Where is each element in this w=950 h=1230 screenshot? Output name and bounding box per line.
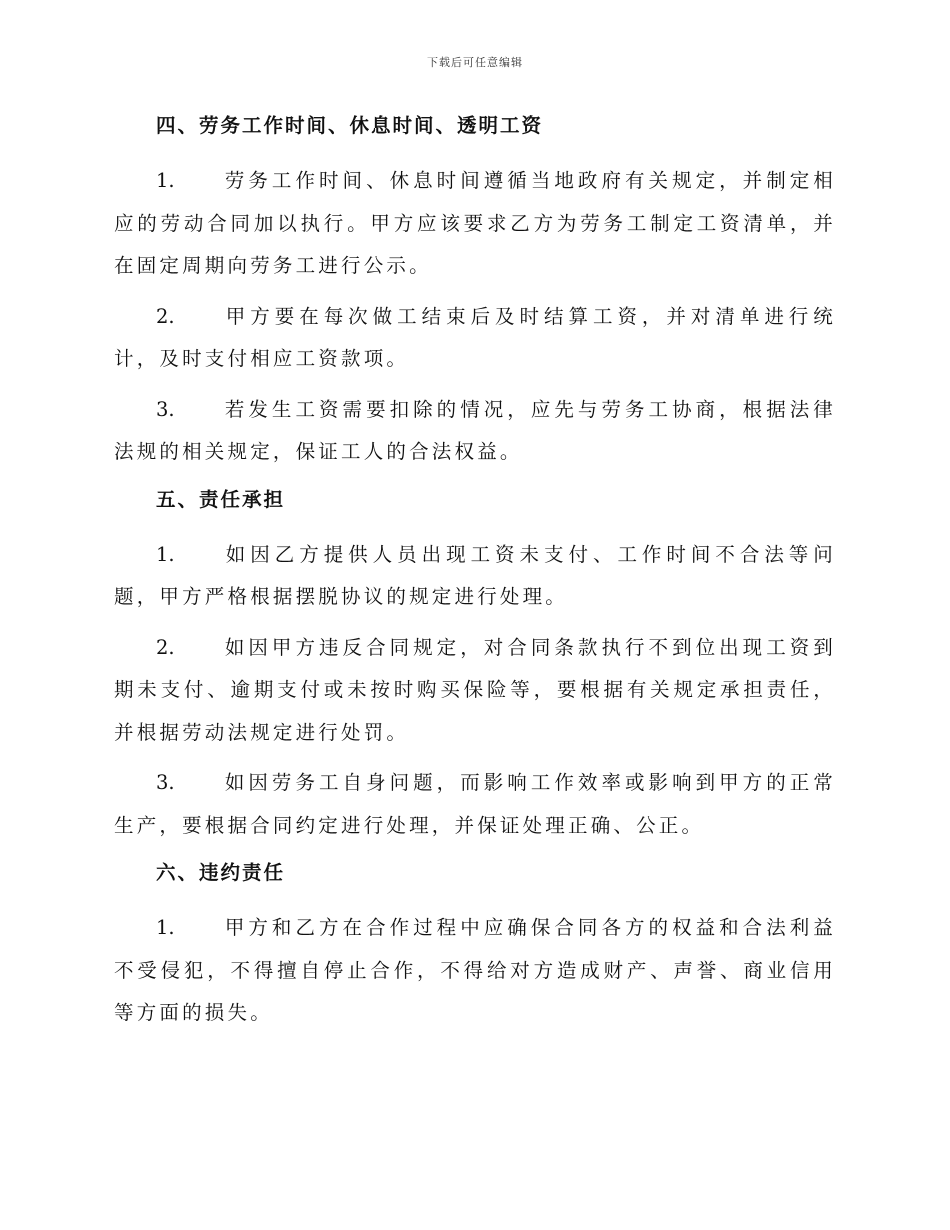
document-body	[114, 108, 836, 1043]
clause-text: 如因劳务工自身问题，而影响工作效率或影响到甲方的正常生产，要根据合同约定进行处理，并保证处理正确、公正。	[114, 771, 836, 837]
clause-paragraph	[114, 160, 836, 288]
clause-paragraph	[114, 389, 836, 474]
clause-paragraph	[114, 907, 836, 1035]
clause-paragraph	[114, 296, 836, 381]
clause-text: 若发生工资需要扣除的情况，应先与劳务工协商，根据法律法规的相关规定，保证工人的合法权益。	[114, 397, 836, 463]
clause-text: 甲方要在每次做工结束后及时结算工资，并对清单进行统计，及时支付相应工资款项。	[114, 304, 836, 370]
clause-paragraph	[114, 627, 836, 755]
clause-paragraph	[114, 762, 836, 847]
clause-number: 1.	[156, 916, 175, 939]
clause-number: 2.	[156, 304, 175, 328]
clause-paragraph	[114, 534, 836, 619]
section-heading: 四、劳务工作时间、休息时间、透明工资	[156, 114, 544, 137]
clause-text: 劳务工作时间、休息时间遵循当地政府有关规定，并制定相应的劳动合同加以执行。甲方应该要求乙方为劳务工制定工资清单，并在固定周期向劳务工进行公示。	[114, 169, 836, 277]
clause-text: 如因甲方违反合同规定，对合同条款执行不到位出现工资到期未支付、逾期支付或未按时购买保险等，要根据有关规定承担责任，并根据劳动法规定进行处罚。	[114, 635, 836, 744]
clause-number: 3.	[156, 397, 175, 421]
section-heading: 五、责任承担	[156, 487, 286, 511]
clause-number: 1.	[156, 169, 175, 192]
page-header: 下载后可任意编辑	[427, 56, 523, 69]
clause-number: 1.	[156, 542, 175, 566]
section-heading: 六、违约责任	[156, 861, 286, 884]
clause-text: 甲方和乙方在合作过程中应确保合同各方的权益和合法利益不受侵犯，不得擅自停止合作，不得给对方造成财产、声誉、商业信用等方面的损失。	[114, 916, 836, 1024]
clause-number: 2.	[156, 635, 175, 659]
clause-text: 如因乙方提供人员出现工资未支付、工作时间不合法等问题，甲方严格根据摆脱协议的规定进行处理。	[114, 542, 836, 608]
clause-number: 3.	[156, 771, 175, 794]
